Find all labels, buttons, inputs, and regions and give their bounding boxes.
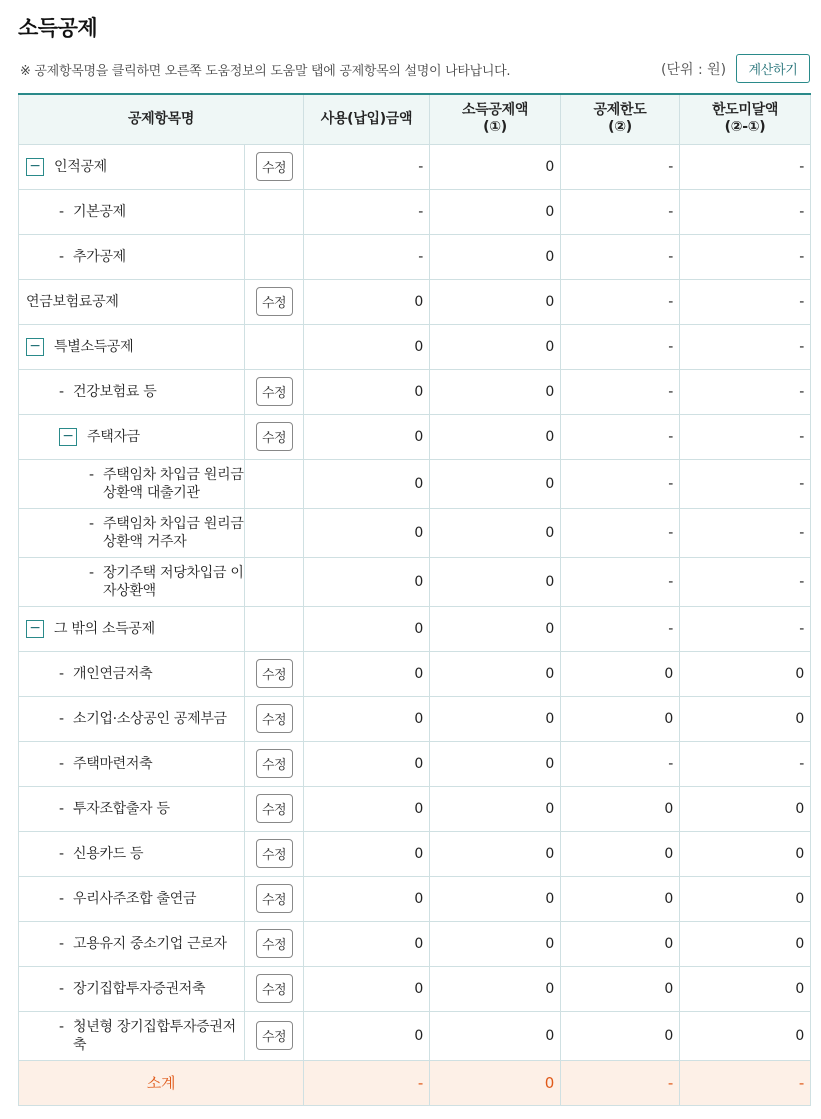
row-item-name bbox=[19, 414, 245, 459]
row-limit: 0 bbox=[561, 651, 680, 696]
row-edit-cell bbox=[245, 557, 304, 606]
row-deduction: 0 bbox=[430, 696, 561, 741]
row-item-name-wrap bbox=[59, 890, 244, 908]
row-item-name bbox=[19, 696, 245, 741]
row-item-name-wrap bbox=[89, 515, 244, 551]
row-usage: - bbox=[304, 189, 430, 234]
row-item-name-wrap bbox=[59, 248, 244, 266]
row-item-name bbox=[19, 921, 245, 966]
row-deduction: 0 bbox=[430, 324, 561, 369]
indent-dash: - bbox=[89, 564, 94, 581]
indent-dash: - bbox=[59, 935, 64, 952]
row-item-name-wrap bbox=[89, 466, 244, 502]
header-shortfall-sub: (②-①) bbox=[724, 119, 766, 136]
edit-button[interactable]: 수정 bbox=[256, 839, 293, 868]
row-limit: - bbox=[561, 508, 680, 557]
row-label[interactable]: 투자조합출자 등 bbox=[73, 800, 170, 817]
row-shortfall: 0 bbox=[680, 786, 811, 831]
table-row bbox=[19, 876, 811, 921]
row-deduction: 0 bbox=[430, 1011, 561, 1060]
row-label[interactable]: 건강보험료 등 bbox=[73, 383, 157, 400]
row-item-name bbox=[19, 786, 245, 831]
row-deduction: 0 bbox=[430, 414, 561, 459]
row-label[interactable]: 고용유지 중소기업 근로자 bbox=[73, 935, 227, 952]
row-edit-cell bbox=[245, 234, 304, 279]
row-deduction: 0 bbox=[430, 786, 561, 831]
row-item-name bbox=[19, 144, 245, 189]
row-item-name-wrap bbox=[59, 428, 244, 446]
deduction-table bbox=[18, 93, 811, 1106]
row-label[interactable]: 주택임차 차입금 원리금상환액 거주자 bbox=[103, 515, 244, 550]
row-edit-cell bbox=[245, 741, 304, 786]
row-shortfall: 0 bbox=[680, 651, 811, 696]
row-label[interactable]: 주택마련저축 bbox=[73, 755, 153, 772]
table-row bbox=[19, 651, 811, 696]
row-item-name bbox=[19, 651, 245, 696]
row-label[interactable]: 개인연금저축 bbox=[73, 665, 153, 682]
collapse-toggle-icon[interactable]: − bbox=[26, 158, 44, 176]
row-deduction: 0 bbox=[430, 651, 561, 696]
row-limit: 0 bbox=[561, 966, 680, 1011]
row-edit-cell bbox=[245, 921, 304, 966]
row-usage: 0 bbox=[304, 831, 430, 876]
row-item-name-wrap bbox=[59, 980, 244, 998]
row-limit: - bbox=[561, 741, 680, 786]
header-deduction-limit bbox=[561, 94, 680, 144]
row-item-name bbox=[19, 279, 245, 324]
table-row bbox=[19, 831, 811, 876]
row-usage: 0 bbox=[304, 1011, 430, 1060]
row-edit-cell bbox=[245, 696, 304, 741]
table-row bbox=[19, 606, 811, 651]
row-item-name-wrap bbox=[59, 203, 244, 221]
subtotal-shortfall: - bbox=[680, 1060, 811, 1105]
page-title: 소득공제 bbox=[18, 16, 98, 40]
row-label[interactable]: 청년형 장기집합투자증권저축 bbox=[73, 1018, 236, 1053]
row-edit-cell bbox=[245, 966, 304, 1011]
row-usage: 0 bbox=[304, 324, 430, 369]
row-item-name bbox=[19, 557, 245, 606]
row-usage: - bbox=[304, 144, 430, 189]
row-deduction: 0 bbox=[430, 369, 561, 414]
header-deduction-amount bbox=[430, 94, 561, 144]
row-item-name-wrap bbox=[89, 564, 244, 600]
row-shortfall: - bbox=[680, 189, 811, 234]
row-limit: 0 bbox=[561, 786, 680, 831]
edit-button[interactable]: 수정 bbox=[256, 794, 293, 823]
row-item-name bbox=[19, 831, 245, 876]
row-label[interactable]: 그 밖의 소득공제 bbox=[54, 620, 155, 637]
row-edit-cell bbox=[245, 831, 304, 876]
row-usage: 0 bbox=[304, 876, 430, 921]
help-notice: ※ 공제항목명을 클릭하면 오른쪽 도움정보의 도움말 탭에 공제항목의 설명이 나타납니다. bbox=[20, 64, 511, 79]
row-deduction: 0 bbox=[430, 234, 561, 279]
row-limit: - bbox=[561, 557, 680, 606]
indent-dash: - bbox=[59, 383, 64, 400]
row-item-name-wrap bbox=[59, 665, 244, 683]
row-label[interactable]: 주택임차 차입금 원리금상환액 대출기관 bbox=[103, 466, 244, 501]
row-shortfall: - bbox=[680, 606, 811, 651]
row-item-name bbox=[19, 606, 245, 651]
table-row bbox=[19, 279, 811, 324]
row-shortfall: - bbox=[680, 414, 811, 459]
row-edit-cell bbox=[245, 651, 304, 696]
row-shortfall: - bbox=[680, 459, 811, 508]
row-edit-cell bbox=[245, 144, 304, 189]
row-item-name bbox=[19, 189, 245, 234]
row-limit: 0 bbox=[561, 921, 680, 966]
row-usage: 0 bbox=[304, 651, 430, 696]
subtotal-limit: - bbox=[561, 1060, 680, 1105]
row-edit-cell bbox=[245, 876, 304, 921]
row-deduction: 0 bbox=[430, 966, 561, 1011]
indent-dash: - bbox=[59, 248, 64, 265]
row-shortfall: 0 bbox=[680, 966, 811, 1011]
subtotal-label: 소계 bbox=[19, 1060, 304, 1105]
row-usage: 0 bbox=[304, 741, 430, 786]
row-shortfall: - bbox=[680, 144, 811, 189]
row-usage: 0 bbox=[304, 279, 430, 324]
row-item-name bbox=[19, 369, 245, 414]
row-shortfall: - bbox=[680, 741, 811, 786]
row-usage: 0 bbox=[304, 508, 430, 557]
row-item-name-wrap bbox=[59, 755, 244, 773]
row-label[interactable]: 기본공제 bbox=[73, 203, 126, 220]
row-item-name-wrap bbox=[59, 935, 244, 953]
row-shortfall: 0 bbox=[680, 921, 811, 966]
edit-button[interactable]: 수정 bbox=[256, 422, 293, 451]
row-shortfall: - bbox=[680, 508, 811, 557]
table-row bbox=[19, 921, 811, 966]
table-row bbox=[19, 557, 811, 606]
row-item-name bbox=[19, 1011, 245, 1060]
row-shortfall: - bbox=[680, 279, 811, 324]
table-header-row bbox=[19, 94, 811, 144]
indent-dash: - bbox=[89, 466, 94, 483]
table-row bbox=[19, 508, 811, 557]
row-label[interactable]: 장기주택 저당차입금 이자상환액 bbox=[103, 564, 244, 599]
row-shortfall: 0 bbox=[680, 876, 811, 921]
edit-button[interactable]: 수정 bbox=[256, 1021, 293, 1050]
row-limit: 0 bbox=[561, 696, 680, 741]
row-shortfall: - bbox=[680, 557, 811, 606]
row-deduction: 0 bbox=[430, 876, 561, 921]
edit-button[interactable]: 수정 bbox=[256, 152, 293, 181]
row-deduction: 0 bbox=[430, 508, 561, 557]
row-shortfall: 0 bbox=[680, 831, 811, 876]
edit-button[interactable]: 수정 bbox=[256, 287, 293, 316]
calculate-button[interactable]: 계산하기 bbox=[736, 54, 810, 83]
row-label[interactable]: 장기집합투자증권저축 bbox=[73, 980, 206, 997]
indent-dash: - bbox=[59, 1018, 64, 1035]
row-usage: 0 bbox=[304, 459, 430, 508]
row-usage: - bbox=[304, 234, 430, 279]
table-row bbox=[19, 324, 811, 369]
edit-button[interactable]: 수정 bbox=[256, 884, 293, 913]
row-item-name-wrap bbox=[59, 845, 244, 863]
indent-dash: - bbox=[59, 665, 64, 682]
subtotal-usage: - bbox=[304, 1060, 430, 1105]
row-limit: 0 bbox=[561, 876, 680, 921]
row-limit: - bbox=[561, 459, 680, 508]
edit-button[interactable]: 수정 bbox=[256, 377, 293, 406]
row-label[interactable]: 특별소득공제 bbox=[54, 338, 134, 355]
row-edit-cell bbox=[245, 786, 304, 831]
indent-dash: - bbox=[59, 710, 64, 727]
collapse-toggle-icon[interactable]: − bbox=[59, 428, 77, 446]
edit-button[interactable]: 수정 bbox=[256, 974, 293, 1003]
row-edit-cell bbox=[245, 279, 304, 324]
table-row bbox=[19, 144, 811, 189]
edit-button[interactable]: 수정 bbox=[256, 704, 293, 733]
row-edit-cell bbox=[245, 414, 304, 459]
row-item-name bbox=[19, 741, 245, 786]
header-shortfall bbox=[680, 94, 811, 144]
header-limit-label: 공제한도 bbox=[593, 102, 647, 119]
row-item-name bbox=[19, 966, 245, 1011]
row-usage: 0 bbox=[304, 557, 430, 606]
table-row bbox=[19, 414, 811, 459]
indent-dash: - bbox=[59, 800, 64, 817]
row-usage: 0 bbox=[304, 414, 430, 459]
row-edit-cell bbox=[245, 508, 304, 557]
subtotal-deduction: 0 bbox=[430, 1060, 561, 1105]
row-usage: 0 bbox=[304, 606, 430, 651]
header-deduction-sub: (①) bbox=[483, 119, 507, 136]
row-shortfall: - bbox=[680, 234, 811, 279]
row-label[interactable]: 신용카드 등 bbox=[73, 845, 144, 862]
row-item-name bbox=[19, 876, 245, 921]
row-item-name-wrap bbox=[26, 293, 244, 311]
row-edit-cell bbox=[245, 606, 304, 651]
row-label[interactable]: 소기업·소상공인 공제부금 bbox=[73, 710, 227, 727]
row-limit: - bbox=[561, 324, 680, 369]
row-item-name-wrap bbox=[59, 710, 244, 728]
row-shortfall: - bbox=[680, 369, 811, 414]
row-item-name-wrap bbox=[59, 1018, 244, 1054]
table-row bbox=[19, 189, 811, 234]
edit-button[interactable]: 수정 bbox=[256, 749, 293, 778]
row-limit: 0 bbox=[561, 1011, 680, 1060]
row-deduction: 0 bbox=[430, 831, 561, 876]
row-usage: 0 bbox=[304, 369, 430, 414]
row-label[interactable]: 주택자금 bbox=[87, 428, 140, 445]
table-row bbox=[19, 786, 811, 831]
row-deduction: 0 bbox=[430, 741, 561, 786]
row-limit: - bbox=[561, 144, 680, 189]
row-limit: - bbox=[561, 606, 680, 651]
indent-dash: - bbox=[59, 890, 64, 907]
table-row bbox=[19, 966, 811, 1011]
row-limit: - bbox=[561, 369, 680, 414]
table-row bbox=[19, 741, 811, 786]
row-deduction: 0 bbox=[430, 144, 561, 189]
row-deduction: 0 bbox=[430, 189, 561, 234]
row-deduction: 0 bbox=[430, 459, 561, 508]
row-label[interactable]: 인적공제 bbox=[54, 158, 107, 175]
row-label[interactable]: 추가공제 bbox=[73, 248, 126, 265]
unit-label: (단위 : 원) bbox=[661, 62, 727, 78]
table-row bbox=[19, 459, 811, 508]
header-deduction-label: 소득공제액 bbox=[461, 102, 529, 119]
row-edit-cell bbox=[245, 459, 304, 508]
collapse-toggle-icon[interactable]: − bbox=[26, 338, 44, 356]
row-edit-cell bbox=[245, 324, 304, 369]
row-edit-cell bbox=[245, 189, 304, 234]
row-item-name-wrap bbox=[26, 620, 244, 638]
row-limit: 0 bbox=[561, 831, 680, 876]
row-item-name-wrap bbox=[26, 158, 244, 176]
header-shortfall-label: 한도미달액 bbox=[711, 102, 779, 119]
row-item-name bbox=[19, 234, 245, 279]
table-row bbox=[19, 696, 811, 741]
row-shortfall: 0 bbox=[680, 1011, 811, 1060]
row-deduction: 0 bbox=[430, 606, 561, 651]
row-usage: 0 bbox=[304, 966, 430, 1011]
row-usage: 0 bbox=[304, 786, 430, 831]
row-limit: - bbox=[561, 279, 680, 324]
row-item-name bbox=[19, 508, 245, 557]
row-label[interactable]: 우리사주조합 출연금 bbox=[73, 890, 197, 907]
header-limit-sub: (②) bbox=[608, 119, 632, 136]
row-edit-cell bbox=[245, 369, 304, 414]
row-edit-cell bbox=[245, 1011, 304, 1060]
row-deduction: 0 bbox=[430, 557, 561, 606]
indent-dash: - bbox=[59, 845, 64, 862]
row-item-name bbox=[19, 459, 245, 508]
row-item-name-wrap bbox=[59, 383, 244, 401]
row-label[interactable]: 연금보험료공제 bbox=[26, 293, 119, 310]
indent-dash: - bbox=[59, 203, 64, 220]
row-shortfall: - bbox=[680, 324, 811, 369]
edit-button[interactable]: 수정 bbox=[256, 659, 293, 688]
row-limit: - bbox=[561, 234, 680, 279]
row-deduction: 0 bbox=[430, 921, 561, 966]
row-item-name-wrap bbox=[59, 800, 244, 818]
header-usage-amount: 사용(납입)금액 bbox=[304, 94, 430, 144]
row-usage: 0 bbox=[304, 921, 430, 966]
table-row bbox=[19, 234, 811, 279]
row-shortfall: 0 bbox=[680, 696, 811, 741]
header-item-name: 공제항목명 bbox=[19, 94, 304, 144]
indent-dash: - bbox=[89, 515, 94, 532]
edit-button[interactable]: 수정 bbox=[256, 929, 293, 958]
table-row bbox=[19, 369, 811, 414]
row-item-name bbox=[19, 324, 245, 369]
indent-dash: - bbox=[59, 755, 64, 772]
indent-dash: - bbox=[59, 980, 64, 997]
row-limit: - bbox=[561, 189, 680, 234]
row-item-name-wrap bbox=[26, 338, 244, 356]
row-deduction: 0 bbox=[430, 279, 561, 324]
row-limit: - bbox=[561, 414, 680, 459]
row-usage: 0 bbox=[304, 696, 430, 741]
table-row bbox=[19, 1011, 811, 1060]
subtotal-row bbox=[19, 1060, 811, 1105]
collapse-toggle-icon[interactable]: − bbox=[26, 620, 44, 638]
